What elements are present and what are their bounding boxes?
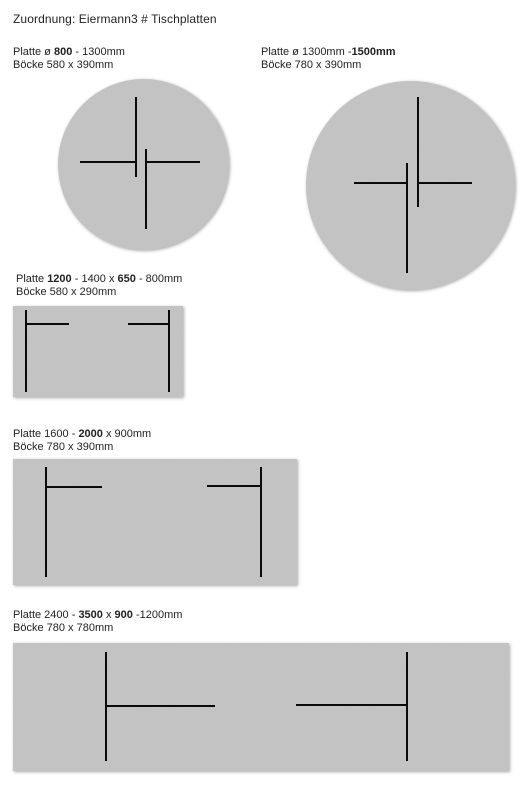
plate-texture [13,459,297,585]
caption-line-2: Böcke 780 x 390mm [13,441,114,453]
caption-line-2: Böcke 780 x 780mm [13,622,114,634]
caption-plate-rect-medium [13,428,151,454]
trestle-leg [135,97,137,177]
trestle-leg [406,652,408,761]
caption-bold-value: 3500 [78,609,103,621]
caption-text: Platte 2400 - [13,609,79,621]
trestle-leg [80,161,137,163]
caption-line-1 [13,609,182,622]
trestle-leg [417,182,472,184]
caption-line-1 [13,428,151,441]
caption-bold-value: 2000 [78,428,103,440]
caption-text: - 1400 x [71,273,118,285]
table-top-round-small [58,79,229,250]
plate-texture [13,643,509,771]
caption-plate-rect-small [16,273,182,299]
trestle-leg [145,161,200,163]
plate-texture [58,79,229,250]
caption-bold-value: 650 [117,273,136,285]
plate-texture [306,81,515,290]
caption-plate-round-small [13,46,125,72]
table-top-round-large [306,81,515,290]
trestle-leg [128,323,170,325]
caption-text: -1200mm [132,609,183,621]
caption-line-1 [13,46,125,59]
caption-text: Platte ø 1300mm - [261,46,352,58]
caption-plate-rect-large [13,609,182,635]
caption-line-2: Böcke 780 x 390mm [261,59,362,71]
table-top-rect-small [13,306,183,397]
caption-bold-value: 1200 [47,273,72,285]
caption-bold-value: 1500mm [351,46,396,58]
trestle-leg [25,323,69,325]
caption-text: Platte [16,273,48,285]
caption-text: Platte 1600 - [13,428,79,440]
page-title: Zuordnung: Eiermann3 # Tischplatten [13,12,217,26]
caption-text: Platte ø [13,46,54,58]
caption-line-2: Böcke 580 x 390mm [13,59,114,71]
trestle-leg [296,704,408,706]
trestle-leg [417,97,419,207]
caption-text: - 1300mm [72,46,125,58]
trestle-leg [406,163,408,273]
caption-line-1 [16,273,182,286]
caption-line-2: Böcke 580 x 290mm [16,286,117,298]
caption-bold-value: 800 [53,46,73,58]
trestle-leg [45,486,102,488]
trestle-leg [207,485,262,487]
caption-bold-value: 900 [114,609,133,621]
caption-line-1 [261,46,396,59]
plate-texture [13,306,183,397]
trestle-leg [45,467,47,577]
table-top-rect-large [13,643,509,771]
table-top-rect-medium [13,459,297,585]
caption-text: x [102,609,115,621]
trestle-leg [354,182,408,184]
caption-plate-round-large [261,46,396,72]
caption-text: x 900mm [102,428,152,440]
trestle-leg [105,705,215,707]
caption-text: - 800mm [135,273,183,285]
trestle-leg [260,467,262,577]
